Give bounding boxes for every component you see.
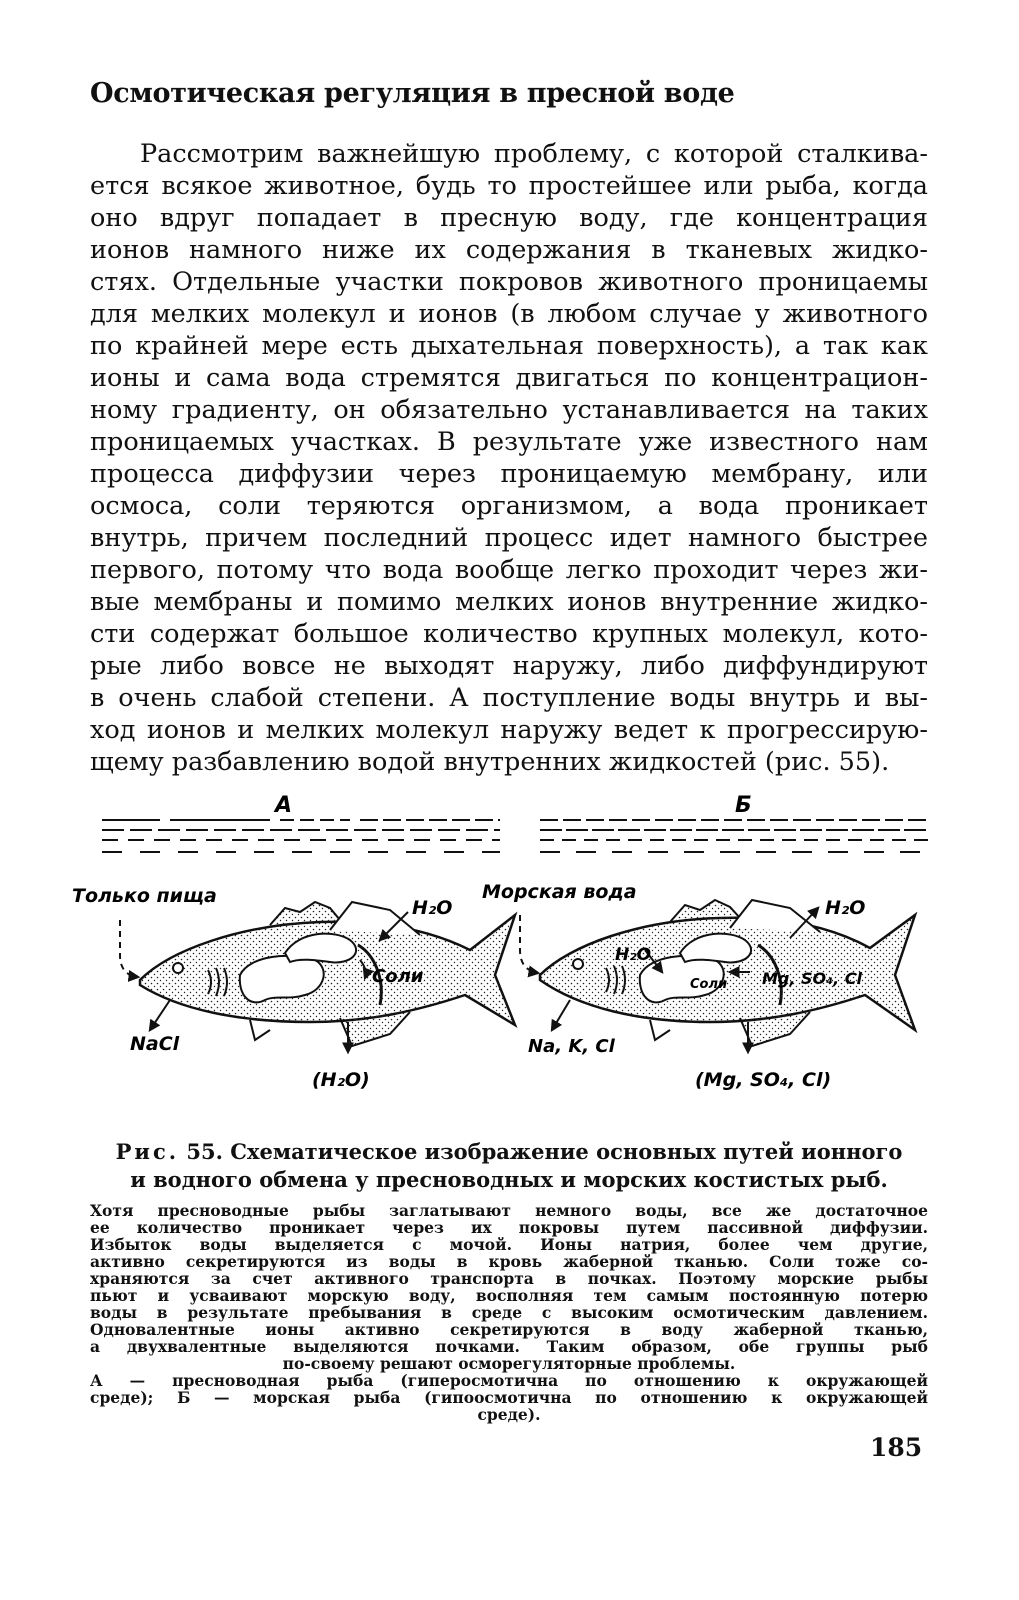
paragraph-line: оно вдруг попадает в пресную воду, где концентрация <box>90 203 928 233</box>
caption-line: по-своему решают осморегуляторные проблемы. <box>282 1354 736 1373</box>
paragraph-line: по крайней мере есть дыхательная поверхность), а так как <box>90 331 928 361</box>
paragraph-line: осмоса, соли теряются организмом, а вода проникает <box>90 491 928 521</box>
caption-line: Избыток воды выделяется с мочой. Ионы натрия, более чем другие, <box>90 1235 928 1254</box>
caption-title <box>90 1138 928 1194</box>
paragraph-line: ному градиенту, он обязательно устанавливается на таких <box>90 395 928 425</box>
figure-55 <box>72 790 930 1114</box>
water-surface-b <box>540 820 928 852</box>
panel-a-salts-label: Соли <box>372 966 424 987</box>
paragraph-line: ионов намного ниже их содержания в тканевых жидко- <box>90 235 928 265</box>
caption-line: храняются за счет активного транспорта в почках. Поэтому морские рыбы <box>90 1269 928 1288</box>
caption-title-line2: и водного обмена у пресноводных и морских костистых рыб. <box>130 1167 888 1192</box>
caption-line: Одновалентные ионы активно секретируются в воду жаберной тканью, <box>90 1320 928 1339</box>
panel-b-gill-out-label: Na, K, Cl <box>528 1036 615 1057</box>
paragraph-line: проницаемых участках. В результате уже известного нам <box>90 427 928 457</box>
paragraph-line: первого, потому что вода вообще легко проходит через жи- <box>90 555 928 585</box>
legend-line: среде). <box>477 1405 541 1424</box>
caption-line: ее количество проникает через их покровы путем пассивной диффузии. <box>90 1218 928 1237</box>
paragraph-line: Рассмотрим важнейшую проблему, с которой сталкива- <box>140 139 928 169</box>
freshwater-fish <box>140 902 515 1046</box>
figure-caption <box>90 1138 928 1423</box>
legend-line: среде); Б — морская рыба (гипоосмотична по отношению к окружающей <box>90 1388 928 1407</box>
caption-title-rest: 55. Схематическое изображение основных путей ионного <box>186 1139 903 1164</box>
caption-figure-ref: Рис. <box>115 1139 180 1164</box>
paragraph-line: внутрь, причем последний процесс идет намного быстрее <box>90 523 928 553</box>
section-heading: Осмотическая регуляция в пресной воде <box>90 78 735 109</box>
paragraph-line: процесса диффузии через проницаемую мембрану, или <box>90 459 928 489</box>
panel-a-gill-out-label: NaCl <box>130 1033 180 1055</box>
panel-b-letter: Б <box>735 793 752 818</box>
panel-a-intake-label: Только пища <box>72 885 217 907</box>
panel-a-letter: А <box>275 793 293 818</box>
paragraph-line: вые мембраны и помимо мелких ионов внутренние жидко- <box>90 587 928 617</box>
paragraph-line: в очень слабой степени. А поступление воды внутрь и вы- <box>90 683 928 713</box>
page-number: 185 <box>870 1433 923 1462</box>
legend-line: А — пресноводная рыба (гиперосмотична по отношению к окружающей <box>90 1371 928 1390</box>
paragraph-line: ионы и сама вода стремятся двигаться по концентрацион- <box>90 363 928 393</box>
paragraph-line: щему разбавлению водой внутренних жидкостей (рис. 55). <box>90 747 890 777</box>
paragraph-line: рые либо вовсе не выходят наружу, либо диффундируют <box>90 651 928 681</box>
fish-osmoregulation-diagram <box>72 790 930 1110</box>
panel-b-urine-label: (Mg, SO₄, Cl) <box>695 1069 832 1091</box>
caption-line: активно секретируются из воды в кровь жаберной тканью. Соли тоже со- <box>90 1252 928 1271</box>
panel-b-inner-water-label: H₂O <box>615 945 652 965</box>
caption-line: воды в результате пребывания в среде с высоким осмотическим давлением. <box>90 1303 928 1322</box>
water-surface-a <box>102 820 500 852</box>
panel-a-water-in-label: H₂O <box>412 897 453 919</box>
panel-b-water-out-label: H₂O <box>825 897 866 919</box>
panel-a-urine-label: (H₂O) <box>312 1069 370 1091</box>
paragraph-line: ход ионов и мелких молекул наружу ведет к прогрессирую- <box>90 715 928 745</box>
paragraph-line: ется всякое животное, будь то простейшее или рыба, когда <box>90 171 928 201</box>
caption-line: Хотя пресноводные рыбы заглатывают немного воды, все же достаточное <box>90 1201 928 1220</box>
caption-line: а двухвалентные выделяются почками. Таким образом, обе группы рыб <box>90 1337 928 1356</box>
paragraph-line: стях. Отдельные участки покровов животного проницаемы <box>90 267 928 297</box>
paragraph-line: сти содержат большое количество крупных молекул, кото- <box>90 619 928 649</box>
panel-b-inner-ions-label: Mg, SO₄, Cl <box>762 969 863 988</box>
caption-body <box>90 1202 928 1423</box>
panel-b-intake-label: Морская вода <box>482 881 637 903</box>
main-paragraph <box>90 138 928 778</box>
caption-line: пьют и усваивают морскую воду, восполняя тем самым постоянную потерю <box>90 1286 928 1305</box>
paragraph-line: для мелких молекул и ионов (в любом случае у животного <box>90 299 928 329</box>
panel-b-salts-label: Соли <box>690 977 728 992</box>
